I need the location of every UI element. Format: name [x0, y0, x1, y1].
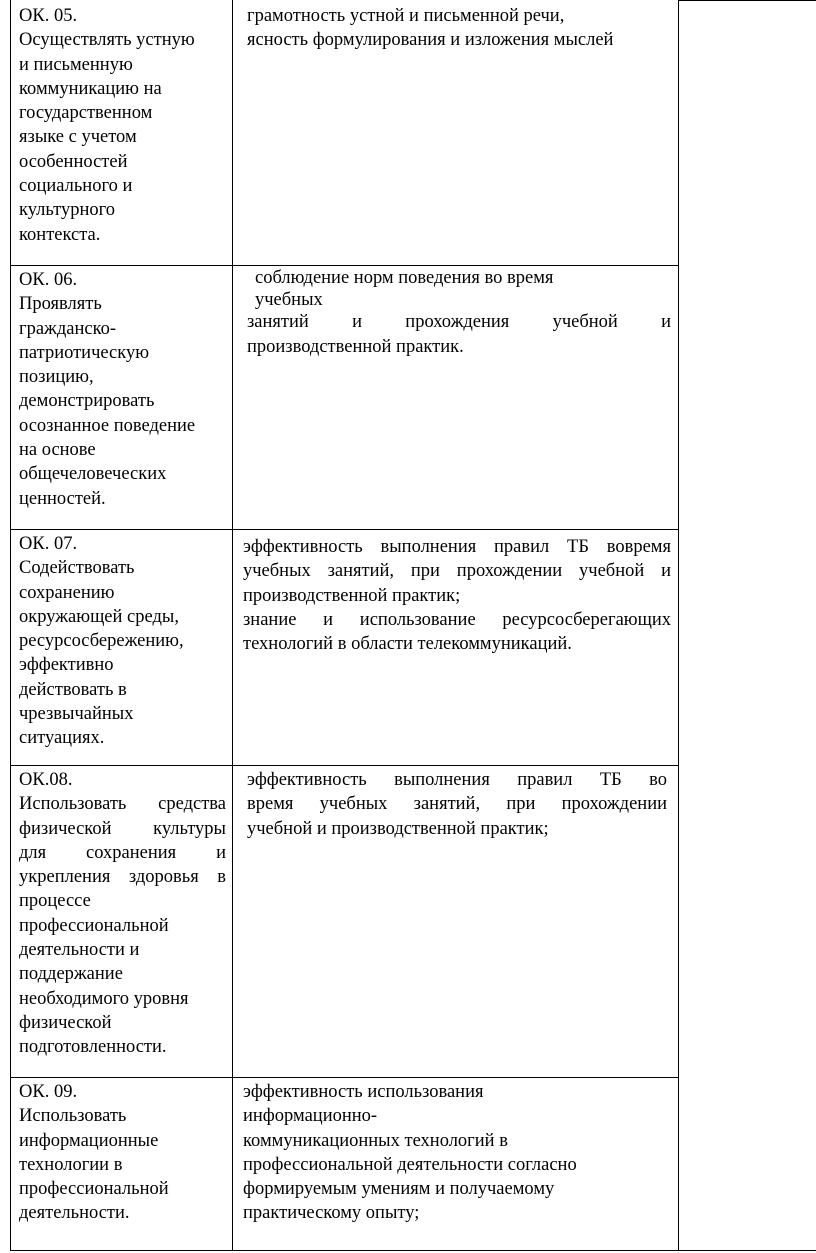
competency-name-line: государственном — [19, 103, 153, 124]
competency-name-line: социального и — [19, 176, 133, 197]
competency-cell — [11, 1078, 233, 1250]
competency-name-line: коммуникацию на — [19, 78, 162, 99]
competency-name-line: профессиональной — [19, 1179, 169, 1200]
criteria-line: занятий и прохождения учебной и — [247, 312, 671, 333]
criteria-line: производственной практик. — [247, 336, 464, 357]
competency-name-line: подготовленности. — [19, 1037, 167, 1058]
competency-name-line: окружающей среды, — [19, 606, 179, 627]
criteria-line: производственной практик; — [243, 585, 461, 606]
criteria-line: эффективность выполнения правил ТБ во — [247, 770, 667, 790]
competency-name-line: общечеловеческих — [19, 464, 167, 485]
competency-name-line: укрепления здоровья в — [19, 867, 226, 888]
criteria-line: формируемым умениям и получаемому — [243, 1179, 555, 1200]
criteria-cell — [233, 530, 679, 765]
competency-name-line: процессе — [19, 891, 91, 912]
column-divider — [678, 0, 679, 1251]
competency-name-line: необходимого уровня — [19, 988, 189, 1009]
table-top-border — [679, 0, 816, 1]
competency-name-line: чрезвычайных — [19, 704, 134, 725]
competency-name-line: для сохранения и — [19, 842, 226, 863]
competency-name-line: Проявлять — [19, 294, 102, 315]
criteria-line: соблюдение норм поведения во время — [255, 268, 554, 288]
criteria-line: учебной и производственной практик; — [247, 818, 549, 839]
competency-name-line: контекста. — [19, 224, 101, 245]
criteria-line: грамотность устной и письменной речи, — [247, 6, 565, 26]
criteria-line: технологий в области телекоммуникаций. — [243, 634, 572, 655]
criteria-cell — [233, 0, 679, 265]
competency-cell — [11, 0, 233, 265]
table-row — [11, 1078, 679, 1251]
competency-name-line: деятельности. — [19, 1203, 130, 1224]
competency-code: ОК. 06. — [19, 270, 78, 290]
competency-name-line: гражданско- — [19, 318, 117, 339]
competency-name-line: языке с учетом — [19, 127, 137, 148]
competency-name-line: ситуациях. — [19, 728, 105, 749]
criteria-line: ясность формулирования и изложения мыслей — [247, 30, 614, 51]
competency-cell — [11, 266, 233, 529]
criteria-line: практическому опыту; — [243, 1203, 420, 1224]
competency-name-line: Осуществлять устную — [19, 30, 195, 51]
table-row — [11, 530, 679, 766]
competency-code: ОК. 05. — [19, 6, 78, 26]
competency-name-line: демонстрировать — [19, 391, 155, 412]
competency-name-line: физической культуры — [19, 818, 226, 839]
competency-name-line: поддержание — [19, 964, 123, 985]
competency-name-line: Использовать средства — [19, 794, 226, 815]
competency-name-line: Использовать — [19, 1106, 127, 1127]
competency-name-line: особенностей — [19, 151, 128, 172]
table-row — [11, 0, 679, 266]
criteria-cell — [233, 1078, 679, 1250]
competency-name-line: на основе — [19, 440, 96, 461]
criteria-line: информационно- — [243, 1106, 378, 1127]
competency-name-line: и письменную — [19, 54, 133, 75]
table-row — [11, 766, 679, 1078]
competencies-table — [10, 0, 816, 1251]
competency-name-line: физической — [19, 1012, 112, 1033]
competency-name-line: действовать в — [19, 679, 127, 700]
competency-name-line: культурного — [19, 200, 115, 221]
competency-name-line: ресурсосбережению, — [19, 631, 184, 652]
competency-name-line: технологии в — [19, 1154, 123, 1175]
competency-name-line: сохранению — [19, 582, 115, 603]
criteria-line: профессиональной деятельности согласно — [243, 1154, 577, 1175]
competency-name-line: деятельности и — [19, 940, 140, 961]
table-row — [11, 266, 679, 530]
competency-code: ОК. 07. — [19, 534, 78, 554]
competency-name-line: профессиональной — [19, 915, 169, 936]
competency-code: ОК. 09. — [19, 1082, 78, 1102]
competency-cell — [11, 766, 233, 1077]
criteria-line: учебных — [255, 290, 323, 311]
competency-name-line: позицию, — [19, 367, 94, 388]
criteria-line: время учебных занятий, при прохождении — [247, 794, 667, 815]
competency-name-line: эффективно — [19, 655, 114, 676]
competency-name-line: Содействовать — [19, 558, 135, 579]
criteria-cell — [233, 766, 679, 1077]
competency-cell — [11, 530, 233, 765]
competency-name-line: информационные — [19, 1130, 159, 1151]
competency-code: ОК.08. — [19, 770, 73, 790]
criteria-line: учебных занятий, при прохождении учебной и — [243, 561, 671, 582]
competency-name-line: осознанное поведение — [19, 415, 196, 436]
criteria-cell — [233, 266, 679, 529]
criteria-line: эффективность выполнения правил ТБ вовремя — [243, 537, 671, 557]
criteria-line: коммуникационных технологий в — [243, 1130, 508, 1151]
competency-name-line: ценностей. — [19, 488, 106, 509]
competency-name-line: патриотическую — [19, 342, 150, 363]
criteria-line: эффективность использования — [243, 1082, 484, 1102]
criteria-line: знание и использование ресурсосберегающих — [243, 609, 671, 630]
